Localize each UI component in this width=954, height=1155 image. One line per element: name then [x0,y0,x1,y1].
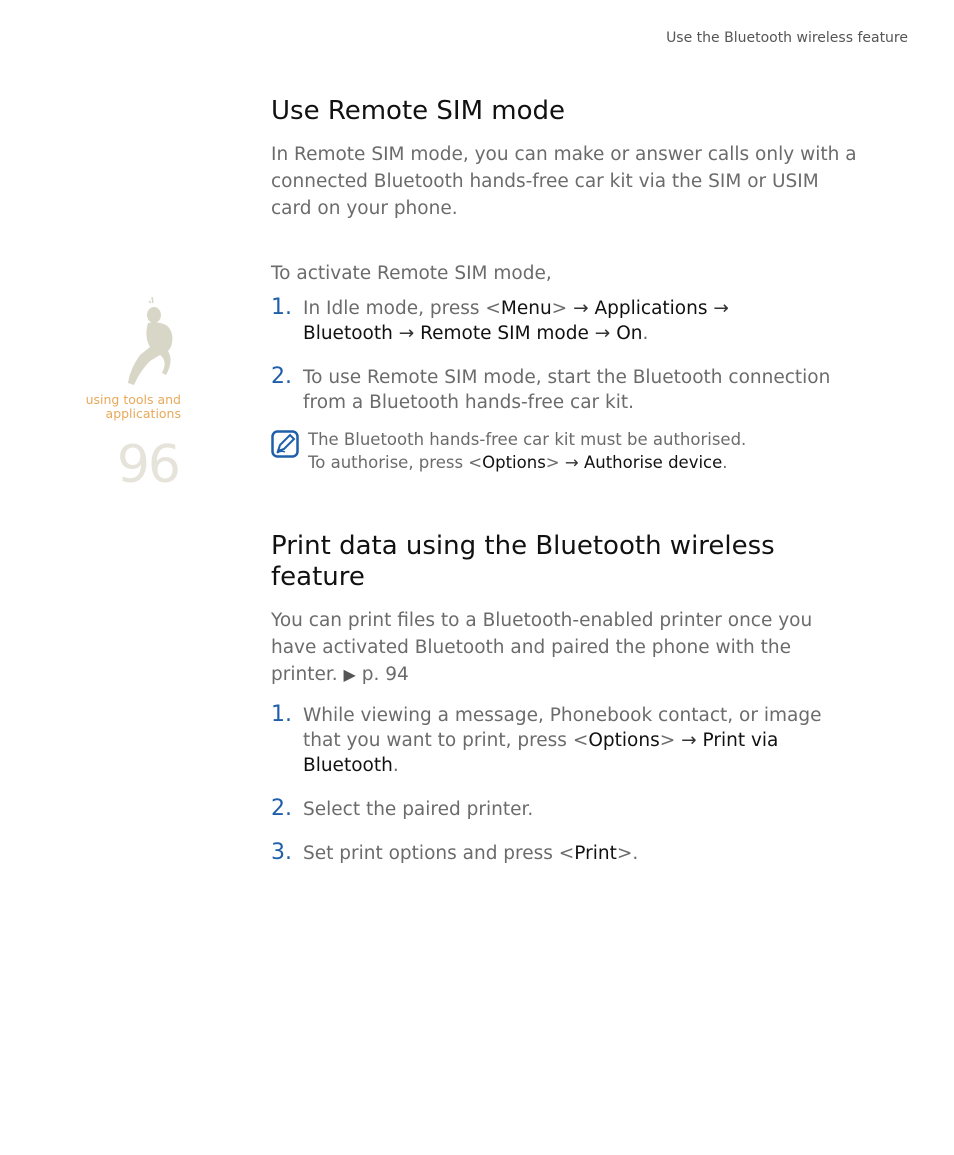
step-text: > [551,298,568,319]
step-text: Set print options and press < [303,843,575,864]
note-text: . [722,453,728,472]
print-step-3 [271,841,861,866]
step-text: To use Remote SIM mode, start the Bluetooth connection from a Bluetooth hands-free car kit. [303,367,831,413]
options-softkey: Options [588,730,660,751]
arrow-icon: → [398,323,415,344]
step-text: . [392,755,399,776]
section-title-print: Print data using the Bluetooth wireless feature [271,531,775,592]
arrow-icon: → [594,323,611,344]
note-line-1: The Bluetooth hands-free car kit must be authorised. [308,430,747,449]
section-title-remote-sim: Use Remote SIM mode [271,96,566,126]
print-step-2 [271,797,861,822]
page-reference-arrow-icon: ▶ [343,665,356,684]
running-header: Use the Bluetooth wireless feature [666,30,908,46]
authorise-note [271,428,861,474]
main-content [271,96,861,866]
page-reference: p. 94 [361,664,409,685]
arrow-icon: → [564,453,579,472]
step-text: Select the paired printer. [303,799,534,820]
remote-sim-lead: To activate Remote SIM mode, [271,263,552,284]
step-number: 2. [271,796,292,821]
person-silhouette-icon [122,295,182,387]
print-step-1 [271,703,861,778]
menu-path-remote-sim: Remote SIM mode [420,323,589,344]
menu-path-authorise-device: Authorise device [583,453,723,472]
menu-softkey: Menu [500,298,552,319]
step-text: >. [616,843,639,864]
note-text: > [545,453,560,472]
note-text: To authorise, press < [308,453,483,472]
step-number: 1. [271,702,292,727]
note-pencil-icon [271,430,299,458]
chapter-label: using tools and applications [85,392,181,421]
remote-sim-step-2 [271,365,861,415]
options-softkey: Options [482,453,546,472]
step-text: . [642,323,649,344]
step-number: 3. [271,840,292,865]
arrow-icon: → [573,298,589,319]
step-number: 1. [271,295,292,320]
step-text: > [659,730,676,751]
page-number: 96 [116,435,179,495]
arrow-icon: → [713,298,729,319]
menu-path-on: On [616,323,643,344]
print-intro-text: You can print files to a Bluetooth-enabled printer once you have activated Bluetooth and paired the phone with the printer. [271,610,813,685]
remote-sim-step-1 [271,296,861,346]
print-intro [271,607,861,688]
step-text: In Idle mode, press < [303,298,501,319]
print-softkey: Print [574,843,617,864]
arrow-icon: → [681,730,697,751]
menu-path-print-via-bluetooth: Print via Bluetooth [303,730,779,776]
step-number: 2. [271,364,292,389]
menu-path-applications: Applications [594,298,708,319]
step-text: While viewing a message, Phonebook contact, or image that you want to print, press < [303,705,822,751]
menu-path-bluetooth: Bluetooth [303,323,393,344]
remote-sim-intro: In Remote SIM mode, you can make or answer calls only with a connected Bluetooth hands-free car kit via the SIM or USIM card on your phone. [271,144,857,219]
